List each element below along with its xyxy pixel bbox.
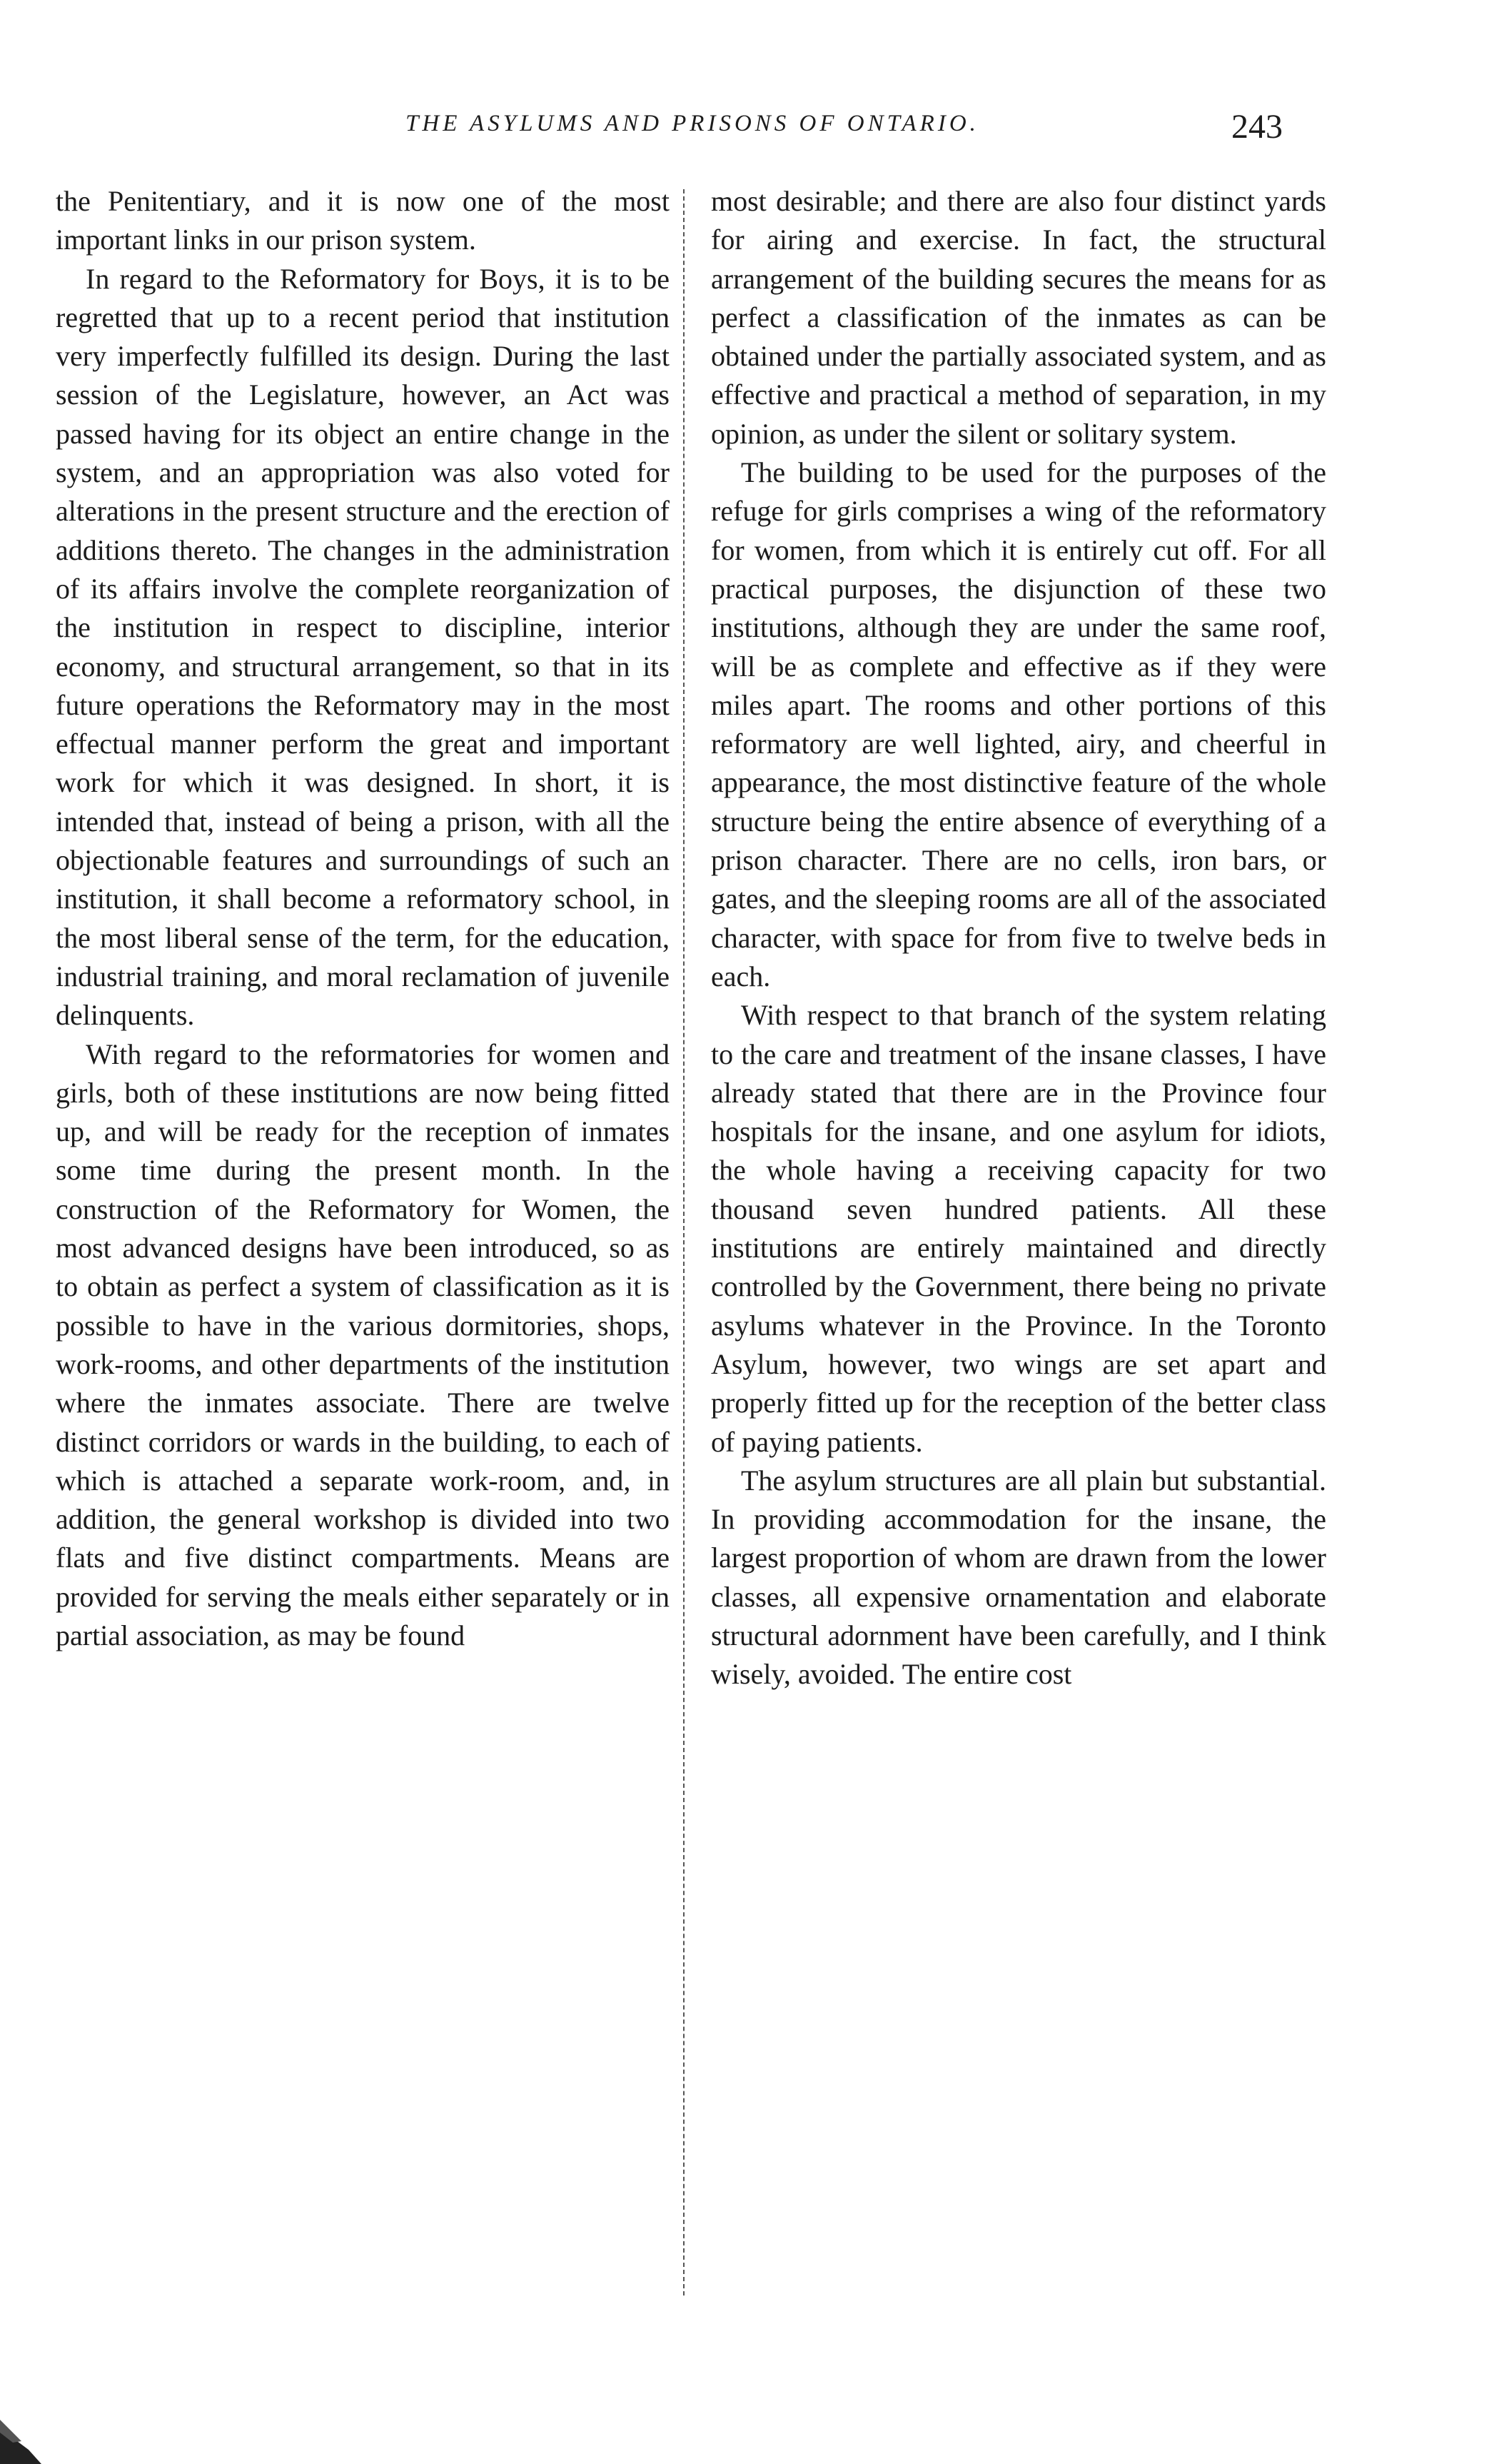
right-column (711, 182, 1326, 1694)
right-paragraph-2: The building to be used for the purposes of the refuge for girls comprises a wing of the reformatory for women, from which it is entirely cut off. For all practical purposes, the disjunction of these two institutions, although they are under the same roof, will be as complete and effective as if they were miles apart. The rooms and other portions of this reformatory are well lighted, airy, and cheerful in appearance, the most distinctive feature of the whole structure being the entire absence of everything of a prison character. There are no cells, iron bars, or gates, and the sleeping rooms are all of the associated character, with space for from five to twelve beds in each. (711, 456, 1326, 992)
right-paragraph-4: The asylum structures are all plain but substantial. In providing accommodation for the insane, the largest proportion of whom are drawn from the lower classes, all expensive ornamentation and elaborate structural adornment have been carefully, and I think wisely, avoided. The entire cost (711, 1464, 1326, 1691)
left-column (56, 182, 670, 1655)
left-paragraph-2: In regard to the Reformatory for Boys, it is to be regretted that up to a recent period that institution very imperfectly fulfilled its design. During the last session of the Legislature, however, an Act was passed having for its object an entire change in the system, and an appropriation was also voted for alterations in the present structure and the erection of additions thereto. The changes in the administration of its affairs involve the complete reorganization of the institution in respect to discipline, interior economy, and structural arrangement, so that in its future operations the Reformatory may in the most effectual manner perform the great and important work for which it was designed. In short, it is intended that, instead of being a prison, with all the objectionable features and surroundings of such an institution, it shall become a reformatory school, in the most liberal sense of the term, for the education, industrial training, and moral reclamation of juvenile delinquents. (56, 262, 670, 1032)
column-divider (683, 189, 685, 2295)
left-paragraph-3: With regard to the reformatories for women and girls, both of these institutions are now being fitted up, and will be ready for the reception of inmates some time during the present month. In the construction of the Reformatory for Women, the most advanced designs have been introduced, so as to obtain as perfect a system of classification as it is possible to have in the various dormitories, shops, work-rooms, and other departments of the institution where the inmates associate. There are twelve distinct corridors or wards in the building, to each of which is attached a separate work-room, and, in addition, the general workshop is divided into two flats and five distinct compartments. Means are provided for serving the meals either separately or in partial association, as may be found (56, 1037, 670, 1651)
left-paragraph-1: the Penitentiary, and it is now one of the most important links in our prison system. (56, 185, 670, 256)
running-title: THE ASYLUMS AND PRISONS OF ONTARIO. (405, 111, 979, 136)
scan-corner-mark (0, 2400, 50, 2464)
page-number: 243 (1231, 108, 1283, 146)
right-paragraph-3: With respect to that branch of the system relating to the care and treatment of the insane classes, I have already stated that there are in the Province four hospitals for the insane, and one asylum for idiots, the whole having a receiving capacity for two thousand seven hundred patients. All these institutions are entirely maintained and directly controlled by the Government, there being no private asylums whatever in the Province. In the Toronto Asylum, however, two wings are set apart and properly fitted up for the reception of the better class of paying patients. (711, 999, 1326, 1458)
right-paragraph-1: most desirable; and there are also four distinct yards for airing and exercise. In fact, the structural arrangement of the building secures the means for as perfect a classification of the inmates as can be obtained under the partially associated system, and as effective and practical a method of separation, in my opinion, as under the silent or solitary system. (711, 185, 1326, 450)
